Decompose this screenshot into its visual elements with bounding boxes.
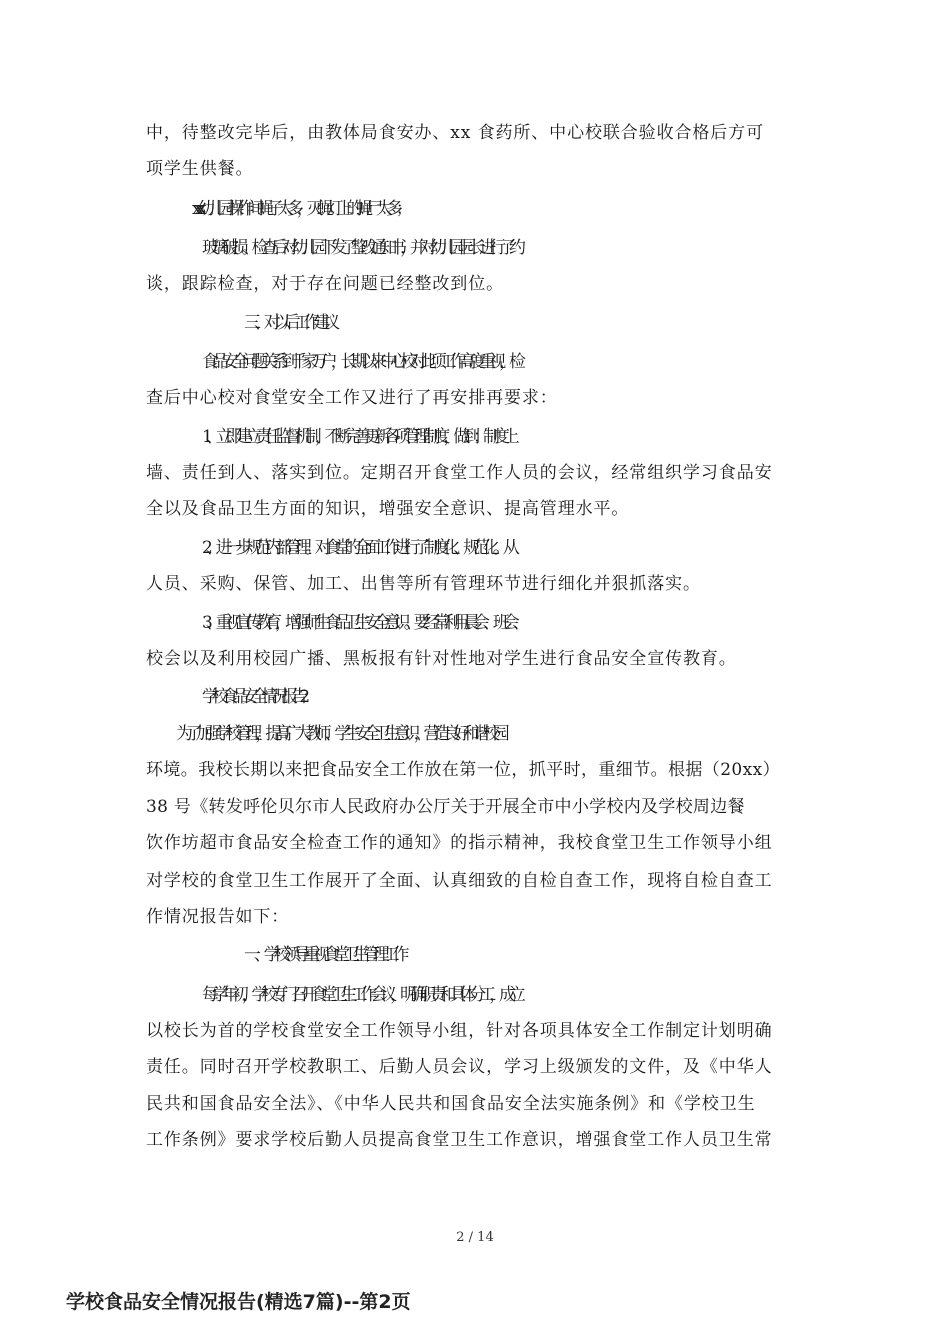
text-line: 以校长为首的学校食堂安全工作领导小组，针对各项具体安全工作制定计划明确 <box>146 1021 773 1041</box>
text-line: xxx 幼儿园操作间蝇子太多，灭蝇灯上的蝇尸太多； <box>192 199 406 219</box>
page-number: 2 / 14 <box>456 1230 494 1245</box>
text-line: 为了加强学校管理，提高广大教师、学生安全卫生意识，营造良好和谐校园 <box>176 724 503 744</box>
text-line: 对学校的食堂卫生工作展开了全面、认真细致的自检自查工作，现将自检自查工 <box>146 871 773 891</box>
text-line: 38 号《转发呼伦贝尔市人民政府办公厅关于开展全市中小学校内及学校周边餐 <box>146 797 745 817</box>
text-line: 校会以及利用校园广播、黑板报有针对性地对学生进行食品安全宣传教育。 <box>146 649 737 669</box>
text-line: 民共和国食品安全法》、《中华人民共和国食品安全法实施条例》和《学校卫生 <box>146 1094 756 1114</box>
text-line: 2、进一步规范内部管理。对食堂的全面工作进行了制度化、规范化。从 <box>202 538 513 558</box>
section-heading: 三、对以后工作建议 <box>244 313 334 333</box>
text-line: 中，待整改完毕后，由教体局食安办、xx 食药所、中心校联合验收合格后方可 <box>146 123 764 143</box>
text-line: 3、重视宣传教育，增强师生食品卫生安全意识。要经常利用晨会、班会、 <box>202 613 523 633</box>
text-line: 墙、责任到人、落实到位。定期召开食堂工作人员的会议，经常组织学习食品安 <box>146 463 773 483</box>
text-line: 项学生供餐。 <box>146 159 254 179</box>
text-line: 作情况报告如下： <box>146 907 290 927</box>
text-line: 工作条例》要求学校后勤人员提高食堂卫生工作意识，增强食堂工作人员卫生常 <box>146 1130 773 1150</box>
report-subtitle: 学校食品安全情况报告 2 <box>202 687 304 707</box>
footer-title: 学校食品安全情况报告(精选7篇)--第2页 <box>66 1291 411 1313</box>
text-line: 查后中心校对食堂安全工作又进行了再安排再要求： <box>146 388 558 408</box>
text-line: 责任。同时召开学校教职工、后勤人员会议，学习上级颁发的文件，及《中华人 <box>146 1057 773 1077</box>
text-line: 玻璃破损。检查后对幼儿园下发了整改通知书，并对幼儿园园长进行了约 <box>202 238 519 258</box>
text-line: 全以及食品卫生方面的知识，增强安全意识、提高管理水平。 <box>146 499 630 519</box>
text-line: 每学年初，学校专门召开食堂卫生工作会议，明确职责和具体分工，成立 <box>202 985 519 1005</box>
section-heading: 一、学校领导重视食堂卫生管理工作 <box>244 945 403 965</box>
text-line: 谈，跟踪检查，对于存在问题已经整改到位。 <box>146 274 504 294</box>
text-line: 1、立即建立责任监督机制，不断完善更新各项管理制度，做到：制度上 <box>202 427 513 447</box>
text-line: 环境。我校长期以来把食品安全工作放在第一位，抓平时，重细节。根据（20xx） <box>146 760 781 780</box>
text-line: 食品安全问题关系到千家万户，长期以来中心校对此项工作高度重视，检 <box>202 352 519 372</box>
text-line: 人员、采购、保管、加工、出售等所有管理环节进行细化并狠抓落实。 <box>146 574 701 594</box>
text-line: 饮作坊超市食品安全检查工作的通知》的指示精神，我校食堂卫生工作领导小组 <box>146 833 773 853</box>
